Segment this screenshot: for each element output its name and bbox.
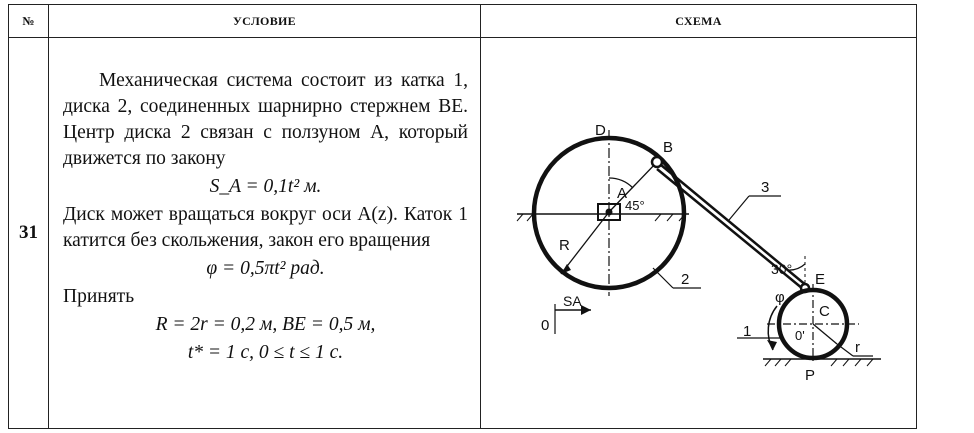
task-table xyxy=(8,4,917,429)
mechanism-diagram xyxy=(481,38,917,430)
header-scheme: СХЕМА xyxy=(481,5,917,38)
condition-para1: Механическая система состоит из катка 1, диска 2, соединенных шарнирно стержнем BE. Центр диска 2 связан с ползуном A, который движется по закону xyxy=(63,70,468,169)
law-sa: S_A = 0,1t² м. xyxy=(209,176,322,197)
label-a: A xyxy=(617,185,628,202)
label-1: 1 xyxy=(743,323,752,340)
sa-arrowhead xyxy=(581,305,591,315)
scheme-cell xyxy=(481,38,917,429)
given-2: t* = 1 с, 0 ≤ t ≤ 1 с. xyxy=(187,342,344,363)
law-phi: φ = 0,5πt² рад. xyxy=(206,258,325,279)
task-number: 31 xyxy=(9,38,49,429)
header-row xyxy=(9,5,917,38)
label-e: E xyxy=(815,271,826,288)
radius-small-r xyxy=(813,324,837,344)
task-row xyxy=(9,38,917,429)
label-2: 2 xyxy=(681,271,690,288)
label-r-big: R xyxy=(559,237,570,254)
condition-para2: Диск может вращаться вокруг оси A(z). Каток 1 катится без скольжения, закон его вращения xyxy=(63,204,468,251)
label-phi: φ xyxy=(775,289,785,306)
label-45: 45° xyxy=(625,198,645,213)
label-o-prime: 0' xyxy=(795,328,805,343)
label-3: 3 xyxy=(761,179,770,196)
label-p: P xyxy=(805,367,816,384)
label-sa: SA xyxy=(563,293,582,309)
label-o: 0 xyxy=(541,317,550,334)
given-1: R = 2r = 0,2 м, BE = 0,5 м, xyxy=(155,314,376,335)
label-d: D xyxy=(595,122,606,139)
header-num: № xyxy=(9,5,49,38)
accept-label: Принять xyxy=(63,286,135,307)
label-30: 30° xyxy=(771,261,793,277)
header-condition: УСЛОВИЕ xyxy=(49,5,481,38)
hinge-b xyxy=(652,157,662,167)
label-c: C xyxy=(819,303,830,320)
condition-cell xyxy=(49,38,481,429)
label-r-small: r xyxy=(855,339,860,356)
label-b: B xyxy=(663,139,674,156)
